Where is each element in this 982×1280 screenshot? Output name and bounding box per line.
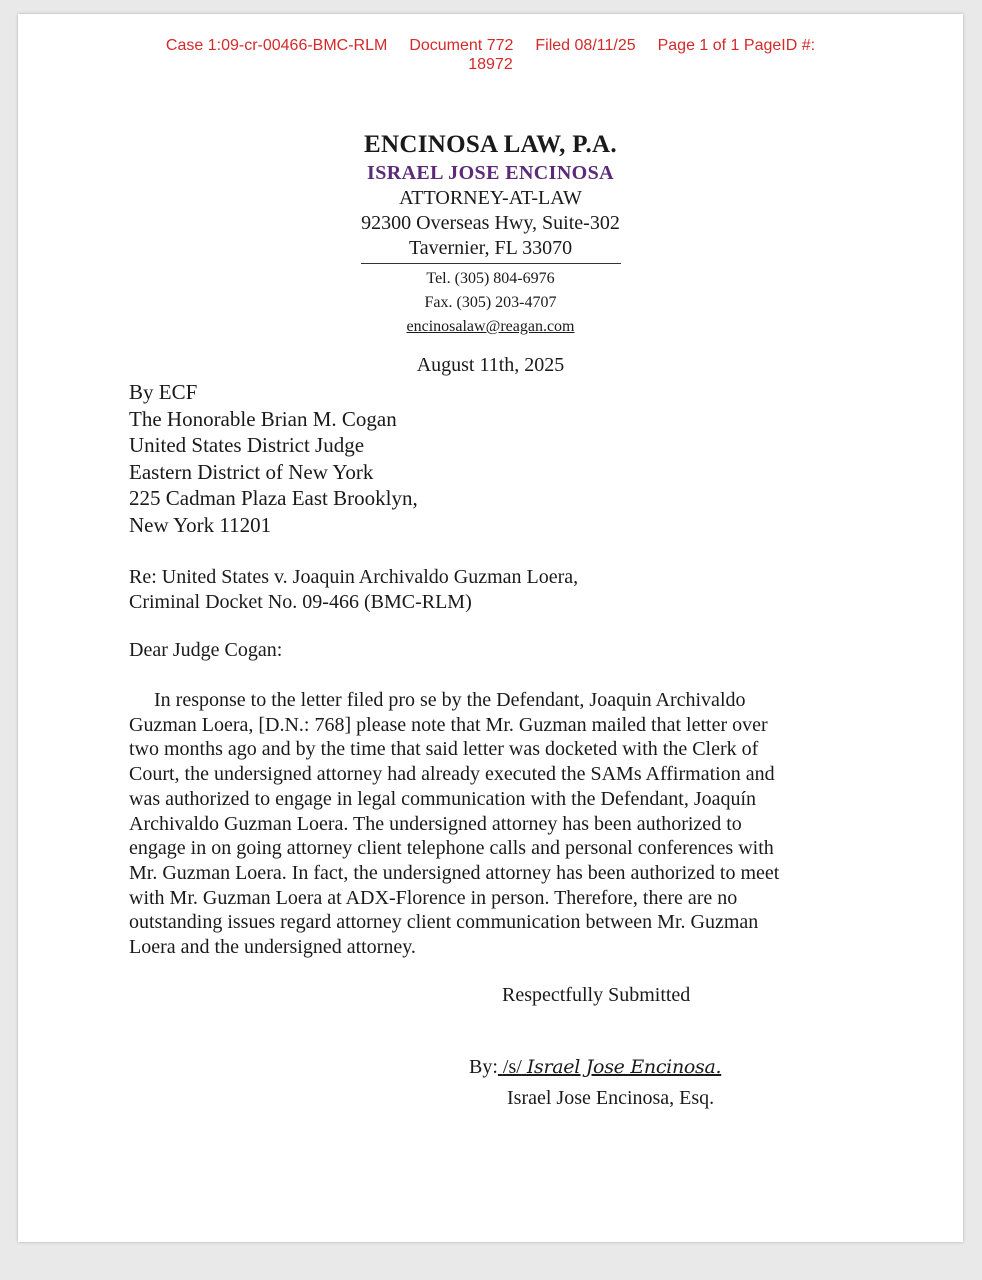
letter-body xyxy=(129,688,844,960)
recipient-street: 225 Cadman Plaza East Brooklyn, xyxy=(129,486,418,510)
body-line: Loera and the undersigned attorney. xyxy=(129,936,416,959)
ecf-filing-header xyxy=(18,36,963,74)
body-line: two months ago and by the time that said letter was docketed with the Clerk of xyxy=(129,738,759,761)
body-line: engage in on going attorney client telephone calls and personal conferences with xyxy=(129,837,774,860)
body-line: Archivaldo Guzman Loera. The undersigned attorney has been authorized to xyxy=(129,812,742,835)
re-block xyxy=(129,565,578,615)
letterhead-divider xyxy=(361,263,621,264)
body-line: was authorized to engage in legal communication with the Defendant, Joaquín xyxy=(129,787,757,810)
re-line-1: Re: United States v. Joaquin Archivaldo Guzman Loera, xyxy=(129,566,579,588)
address-line-2: Tavernier, FL 33070 xyxy=(408,237,573,259)
signature-underline xyxy=(498,1056,721,1078)
recipient-name: The Honorable Brian M. Cogan xyxy=(129,406,397,431)
telephone: Tel. (305) 804-6976 xyxy=(426,270,555,287)
recipient-court: Eastern District of New York xyxy=(129,459,374,484)
attorney-title: ATTORNEY-AT-LAW xyxy=(399,187,582,209)
body-line: In response to the letter filed pro se by the Defendant, Joaquin Archivaldo xyxy=(129,689,746,711)
handwritten-signature: Israel Jose Encinosa. xyxy=(526,1056,722,1078)
salutation: Dear Judge Cogan: xyxy=(129,639,283,661)
signature-line xyxy=(469,1056,721,1079)
closing: Respectfully Submitted xyxy=(502,984,691,1006)
by-label: By: xyxy=(469,1056,498,1078)
recipient-title: United States District Judge xyxy=(129,433,365,457)
recipient-city: New York 11201 xyxy=(129,512,272,537)
email-link[interactable]: encinosalaw@reagan.com xyxy=(406,318,575,335)
letterhead xyxy=(18,130,963,339)
body-line: with Mr. Guzman Loera at ADX-Florence in person. Therefore, there are no xyxy=(129,886,738,909)
page-info: Page 1 of 1 PageID #: xyxy=(657,37,816,54)
body-line: Mr. Guzman Loera. In fact, the undersigned attorney has been authorized to meet xyxy=(129,861,780,884)
attorney-name: ISRAEL JOSE ENCINOSA xyxy=(367,162,614,184)
document-page xyxy=(18,14,963,1242)
address-line-1: 92300 Overseas Hwy, Suite-302 xyxy=(361,212,620,234)
firm-name: ENCINOSA LAW, P.A. xyxy=(364,131,617,158)
body-line: Court, the undersigned attorney had already executed the SAMs Affirmation and xyxy=(129,763,775,786)
signer-name: Israel Jose Encinosa, Esq. xyxy=(507,1087,715,1109)
case-number: Case 1:09-cr-00466-BMC-RLM xyxy=(165,37,388,54)
delivery-method: By ECF xyxy=(129,380,198,404)
letter-date: August 11th, 2025 xyxy=(416,354,565,376)
s-mark: /s/ xyxy=(502,1056,522,1078)
document-number: Document 772 xyxy=(409,37,514,54)
body-line: outstanding issues regard attorney client communication between Mr. Guzman xyxy=(129,911,759,934)
fax: Fax. (305) 203-4707 xyxy=(424,294,557,311)
recipient-block xyxy=(129,379,418,538)
re-line-2: Criminal Docket No. 09-466 (BMC-RLM) xyxy=(129,591,472,613)
page-id: 18972 xyxy=(468,56,513,73)
filed-date: Filed 08/11/25 xyxy=(535,37,636,54)
body-line: Guzman Loera, [D.N.: 768] please note that Mr. Guzman mailed that letter over xyxy=(129,713,768,736)
